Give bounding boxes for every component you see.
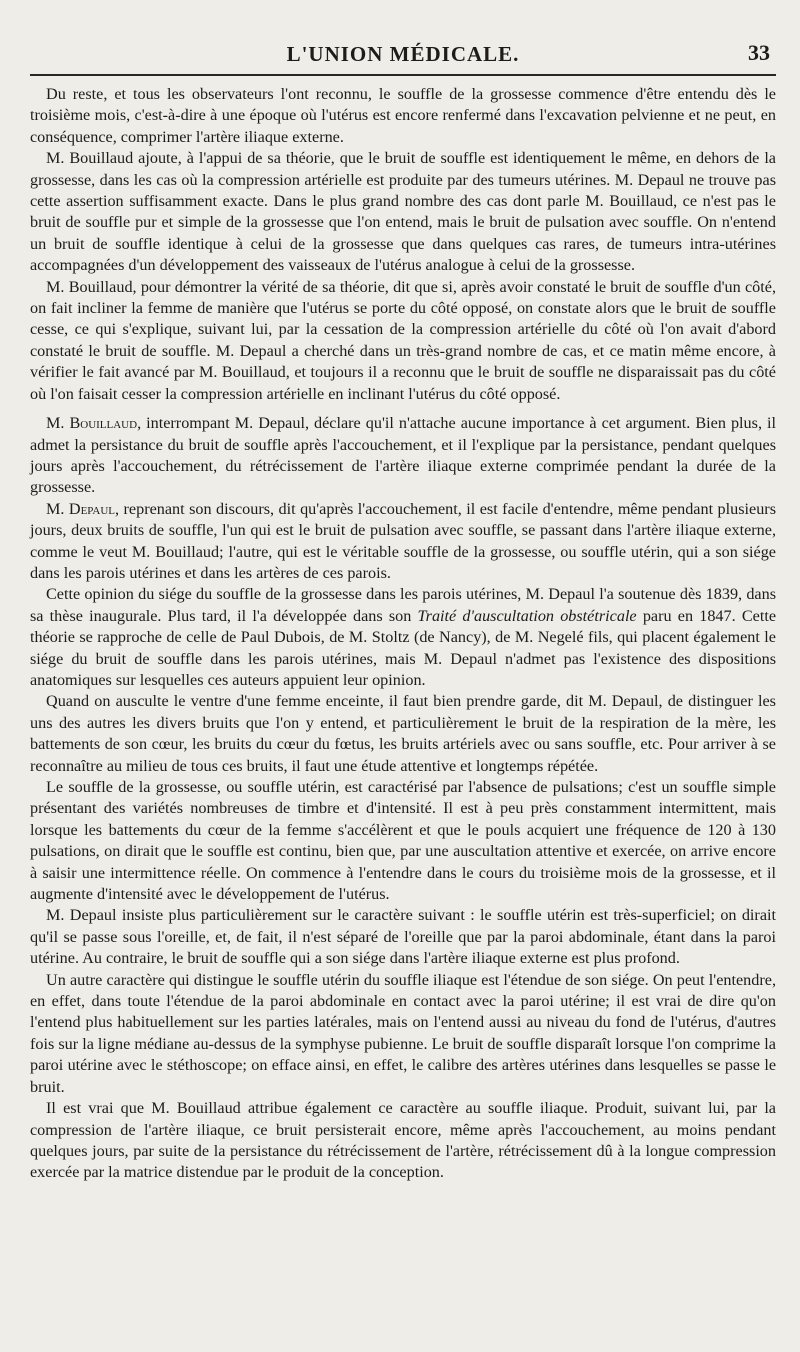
section-gap <box>30 405 776 413</box>
speaker-name: M. Depaul <box>46 499 116 518</box>
paragraph: M. Depaul, reprenant son discours, dit qu'après l'accouchement, il est facile d'entendre, même pendant plusieurs jours, deux bruits de souffle, l'un qui est le bruit de pulsation avec souffle, se passant dans l'artère iliaque externe, comme le veut M. Bouillaud; l'autre, qui est le véritable souffle de la grossesse, ou souffle utérin, qui a son siége dans les parois utérines et dans les artères de ces parois. <box>30 499 776 582</box>
book-title: Traité d'auscultation obstétricale <box>417 606 637 625</box>
paragraph: Quand on ausculte le ventre d'une femme enceinte, il faut bien prendre garde, dit M. Depaul, de distinguer les uns des autres les divers bruits que l'on y entend, et particulièrement le bruit de la respiration de la mère, les battements de son cœur, les bruits du cœur du fœtus, les bruits artériels avec ou sans souffle, etc. Pour arriver à se reconnaître au milieu de tous ces bruits, il faut une étude attentive et longtemps répétée. <box>30 692 776 775</box>
paragraph: M. Bouillaud, pour démontrer la vérité de sa théorie, dit que si, après avoir constaté le bruit de souffle d'un côté, on fait incliner la femme de manière que l'utérus se porte du côté opposé, on constate alors que le bruit de souffle cesse, ce qui s'explique, suivant lui, par la cessation de la compression artérielle du côté où l'on avait d'abord constaté le bruit de souffle. M. Depaul a cherché dans un très-grand nombre de cas, et ce matin même encore, à vérifier le fait avancé par M. Bouillaud, et toujours il a reconnu que le bruit de souffle ne disparaissait pas du côté où l'on faisait cesser la compression artérielle en inclinant l'utérus du côté opposé. <box>30 277 776 403</box>
speaker-name: M. Bouillaud <box>46 414 138 433</box>
paragraph: Du reste, et tous les observateurs l'ont reconnu, le souffle de la grossesse commence d'être entendu dès le troisième mois, c'est-à-dire à une époque où l'utérus est encore renfermé dans l'excavation pelvienne et ne peut, en conséquence, comprimer l'artère iliaque externe. <box>30 85 776 146</box>
paragraph: Un autre caractère qui distingue le souffle utérin du souffle iliaque est l'étendue de son siége. On peut l'entendre, en effet, dans toute l'étendue de la paroi abdominale en contact avec la paroi utérine; il est vrai de dire qu'on l'entend plus habituellement sur les parties latérales, mais on l'entend aussi au niveau du fond de l'utérus, d'autres fois sur la ligne médiane au-dessus de la symphyse pubienne. Le bruit de souffle disparaît lorsque l'on comprime la paroi utérine avec le stéthoscope; on efface ainsi, en effet, le calibre des artères utérines dans lesquelles se passe le bruit. <box>30 970 776 1096</box>
running-title: L'UNION MÉDICALE. <box>286 42 520 66</box>
paragraph: Le souffle de la grossesse, ou souffle utérin, est caractérisé par l'absence de pulsations; c'est un souffle simple présentant des variétés nombreuses de timbre et d'intensité. Il est à peu près constamment intermittent, mais lorsque les battements du cœur de la femme s'accélèrent et que le pouls acquiert une fréquence de 120 à 130 pulsations, on dirait que le souffle est continu, bien que, par une auscultation attentive et exercée, on arrive encore à saisir une intermittence réelle. On commence à l'entendre dans le cours du troisième mois de la grossesse, et il augmente d'intensité avec le développement de l'utérus. <box>30 778 776 904</box>
paragraph: M. Depaul insiste plus particulièrement sur le caractère suivant : le souffle utérin est très-superficiel; on dirait qu'il se passe sous l'oreille, et, de fait, il n'est séparé de l'oreille que par la paroi abdominale, étant dans la paroi utérine. Au contraire, le bruit de souffle qui a son siége dans l'artère iliaque externe est plus profond. <box>30 906 776 968</box>
paragraph: Il est vrai que M. Bouillaud attribue également ce caractère au souffle iliaque. Produit, suivant lui, par la compression de l'artère iliaque, ce bruit persisterait encore, même après l'accouchement, au moins pendant quelques jours, par suite de la persistance du rétrécissement de l'artère, rétrécissement dû à la longue compression exercée par la matrice distendue par le produit de la conception. <box>30 1099 776 1182</box>
page-header <box>30 38 776 72</box>
paragraph: M. Bouillaud ajoute, à l'appui de sa théorie, que le bruit de souffle est identiquement le même, en dehors de la grossesse, dans les cas où la compression artérielle est produite par des tumeurs utérines. M. Depaul ne trouve pas cette assertion suffisamment exacte. Dans le plus grand nombre des cas dont parle M. Bouillaud, ce n'est pas le bruit de souffle pur et simple de la grossesse que l'on entend, mais le bruit de pulsation avec souffle. On n'entend un bruit de souffle identique à celui de la grossesse que dans quelques cas rares, de tumeurs intra-utérines accompagnées d'un développement des vaisseaux de l'utérus analogue à celui de la grossesse. <box>30 149 776 275</box>
paragraph: Cette opinion du siége du souffle de la grossesse dans les parois utérines, M. Depaul l'a soutenue dès 1839, dans sa thèse inaugurale. Plus tard, il l'a développée dans son Traité d'auscultation obstétricale paru en 1847. Cette théorie se rapproche de celle de Paul Dubois, de M. Stoltz (de Nancy), de M. Negelé fils, qui placent également le siége du bruit de souffle dans les parois utérines, mais M. Depaul n'admet pas l'existence des dispositions anatomiques sur lesquelles ces auteurs appuient leur opinion. <box>30 585 776 689</box>
article-body <box>30 84 776 1184</box>
header-rule <box>30 74 776 76</box>
paragraph: M. Bouillaud, interrompant M. Depaul, déclare qu'il n'attache aucune importance à cet argument. Bien plus, il admet la persistance du bruit de souffle après l'accouchement, et il l'explique par la persistance, pendant quelques jours après l'accouchement, du rétrécissement de l'artère iliaque externe comprimée pendant la durée de la grossesse. <box>30 414 776 497</box>
page-number: 33 <box>748 40 770 65</box>
